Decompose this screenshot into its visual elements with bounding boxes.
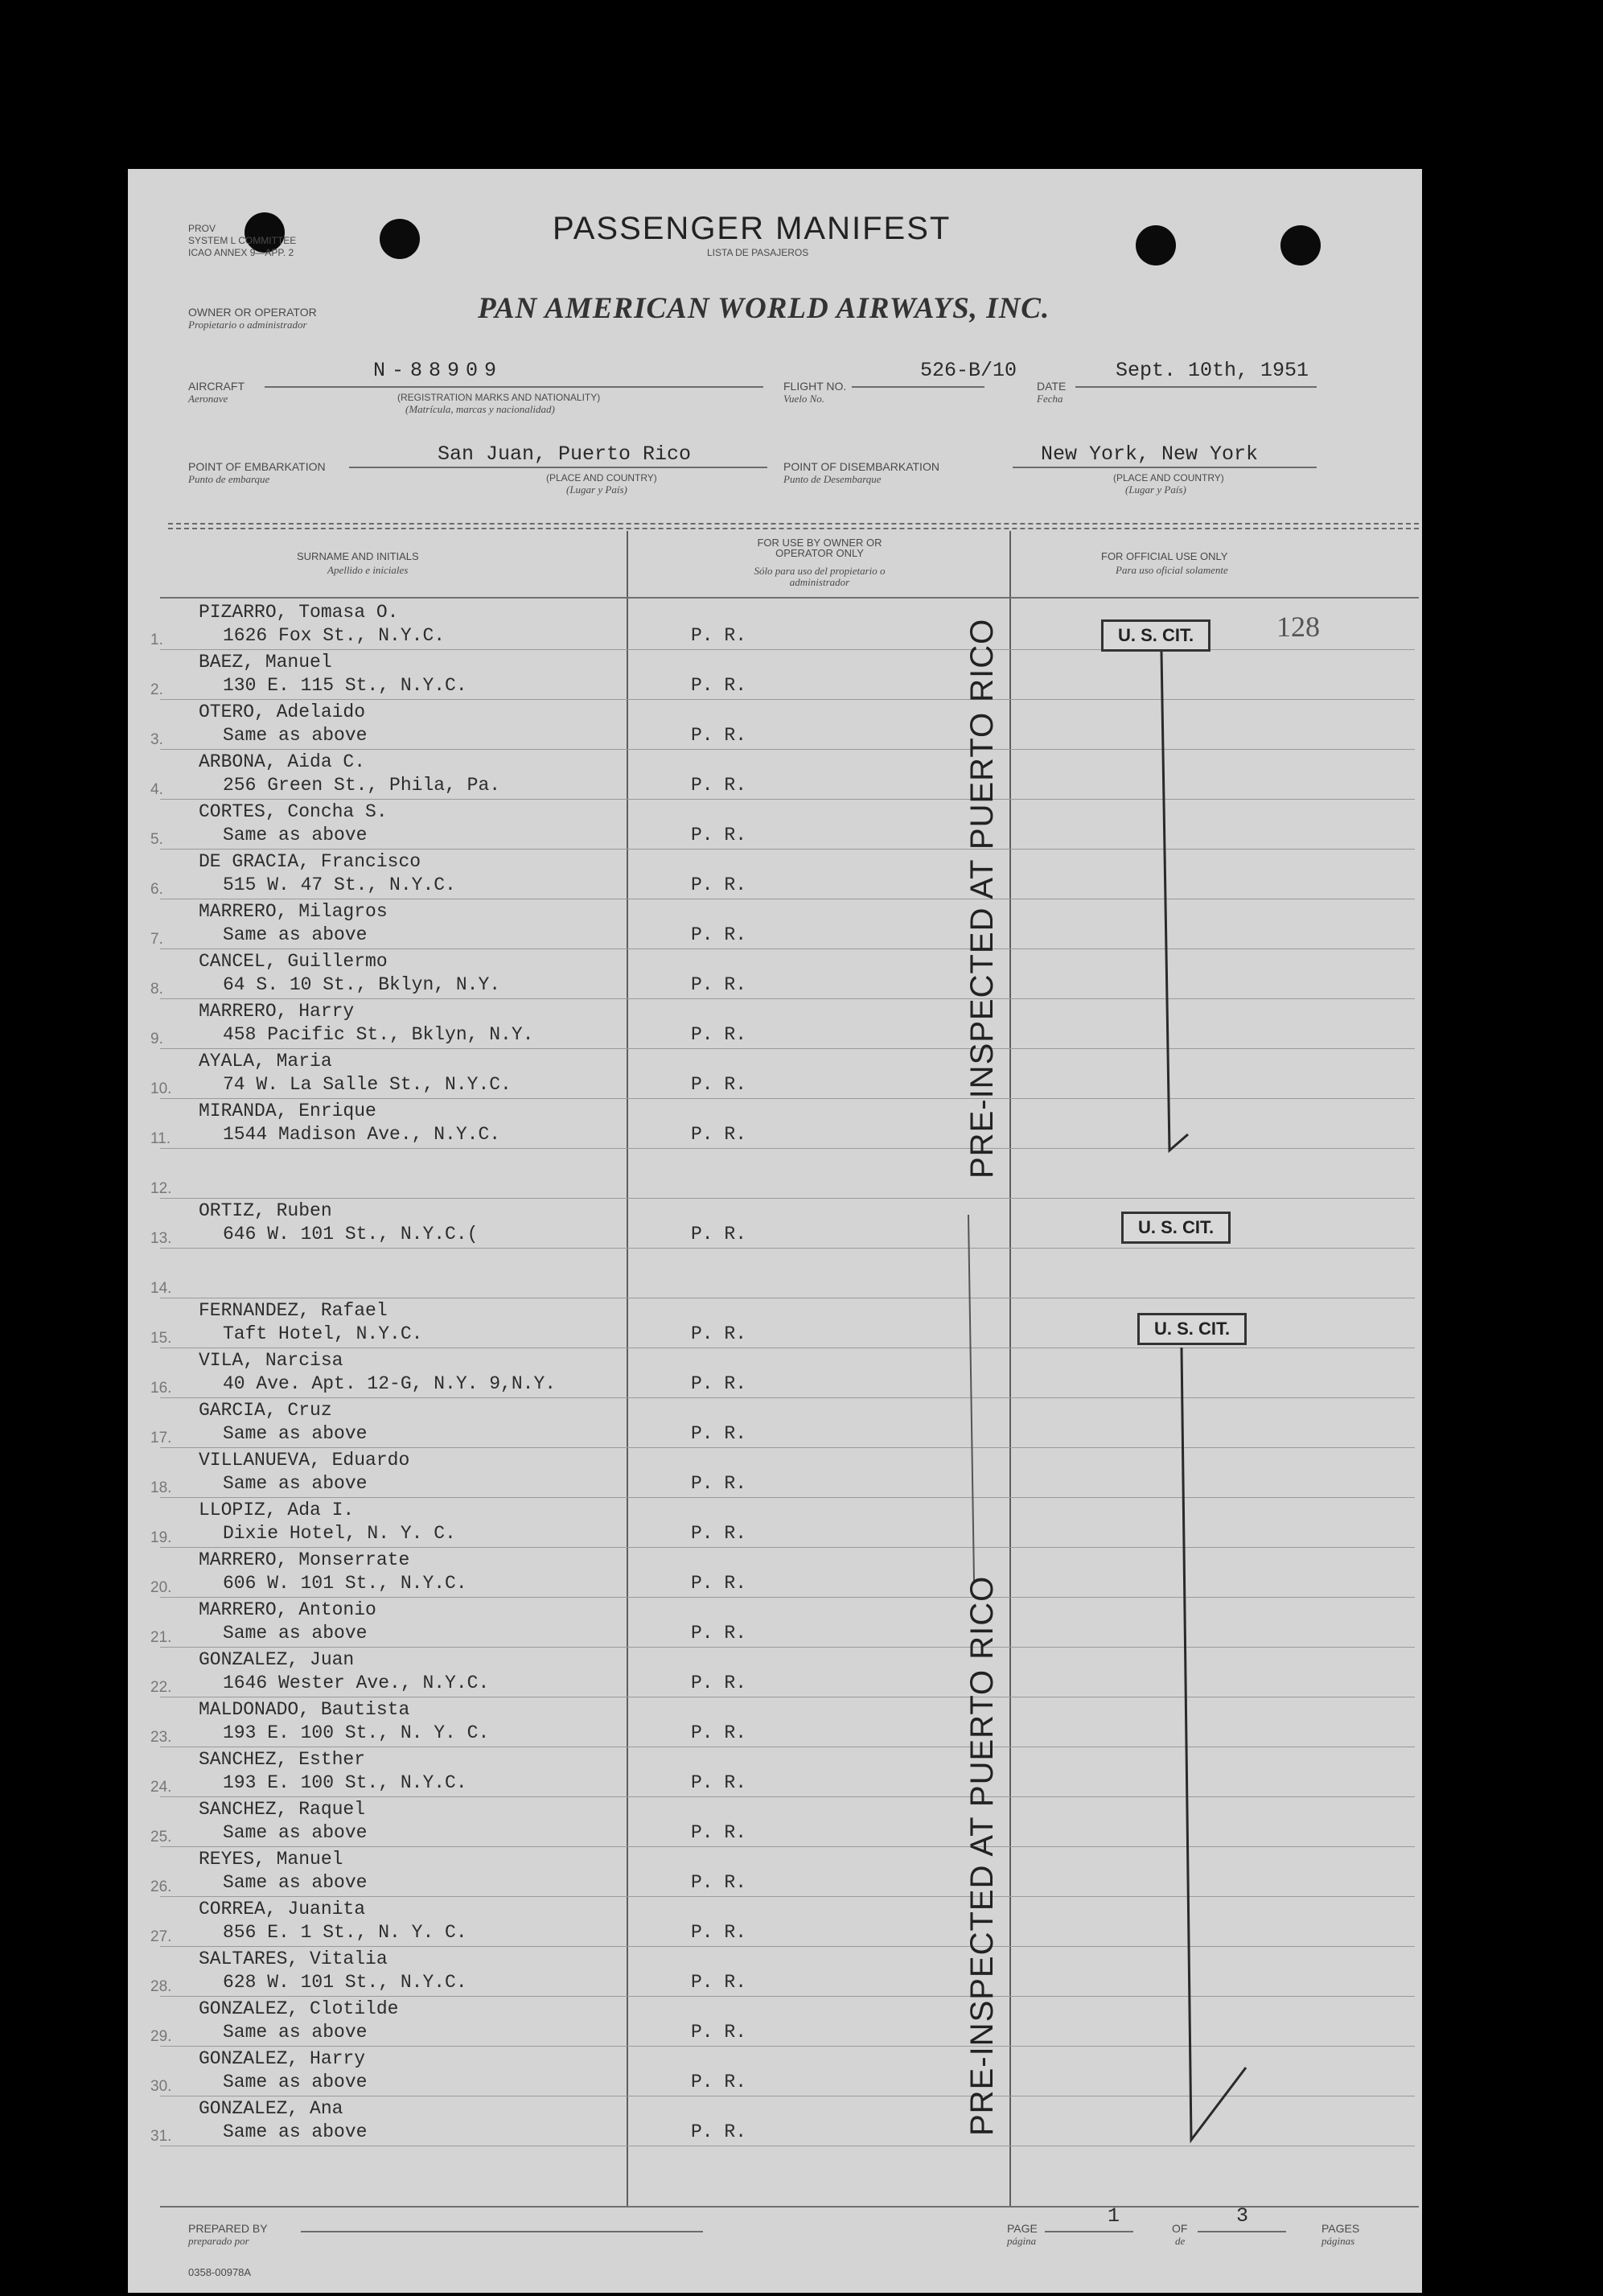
passenger-name: REYES, Manuel (199, 1849, 343, 1870)
prepared-label-es: preparado por (188, 2235, 249, 2247)
official-number: 128 (1276, 611, 1320, 643)
row-number: 13. (150, 1230, 172, 1247)
embark-label: POINT OF EMBARKATION (188, 460, 326, 473)
embark-note-es: (Lugar y País) (566, 483, 627, 496)
operator-use-code: P. R. (691, 775, 747, 796)
passenger-name: ARBONA, Aida C. (199, 751, 366, 772)
pages-label-es: páginas (1321, 2235, 1355, 2247)
col3-header: FOR OFFICIAL USE ONLY (1101, 550, 1228, 562)
disembark-label-es: Punto de Desembarque (783, 473, 882, 485)
operator-use-code: P. R. (691, 1922, 747, 1943)
passenger-name: SANCHEZ, Esther (199, 1749, 366, 1770)
disembark-label: POINT OF DISEMBARKATION (783, 460, 939, 473)
page-title-es: LISTA DE PASAJEROS (707, 247, 809, 258)
row-number: 5. (150, 831, 163, 848)
date-value: Sept. 10th, 1951 (1116, 359, 1309, 382)
disembark-value: New York, New York (1041, 442, 1259, 466)
disembark-note: (PLACE AND COUNTRY) (1113, 472, 1224, 483)
page-value: 1 (1108, 2204, 1120, 2228)
operator-use-code: P. R. (691, 2121, 747, 2142)
passenger-name: LLOPIZ, Ada I. (199, 1500, 355, 1520)
col3-header-es: Para uso oficial solamente (1116, 564, 1228, 576)
passenger-address: 646 W. 101 St., N.Y.C.( (223, 1224, 479, 1245)
pages-label: PAGES (1321, 2222, 1360, 2235)
passenger-address: Same as above (223, 1423, 368, 1444)
passenger-address: 856 E. 1 St., N. Y. C. (223, 1922, 467, 1943)
passenger-address: Same as above (223, 2121, 368, 2142)
bracket-lines (128, 169, 1422, 2293)
col1-header: SURNAME AND INITIALS (297, 550, 419, 562)
passenger-address: Same as above (223, 725, 368, 746)
row-number: 4. (150, 781, 163, 798)
passenger-name: DE GRACIA, Francisco (199, 851, 421, 872)
row-number: 1. (150, 632, 163, 648)
row-number: 10. (150, 1080, 172, 1097)
row-number: 12. (150, 1180, 172, 1197)
manifest-sheet (128, 169, 1422, 2293)
embark-note: (PLACE AND COUNTRY) (546, 472, 657, 483)
passenger-name: ORTIZ, Ruben (199, 1200, 332, 1221)
passenger-name: SALTARES, Vitalia (199, 1948, 388, 1969)
aircraft-label: AIRCRAFT (188, 380, 245, 393)
embark-label-es: Punto de embarque (188, 473, 270, 485)
row-number: 14. (150, 1280, 172, 1297)
passenger-address: 40 Ave. Apt. 12-G, N.Y. 9,N.Y. (223, 1373, 557, 1394)
row-number: 2. (150, 681, 163, 698)
pages-underline (1198, 2231, 1286, 2232)
passenger-name: GONZALEZ, Harry (199, 2048, 366, 2069)
table-footer-line (160, 2206, 1419, 2208)
row-number: 18. (150, 1479, 172, 1496)
date-label: DATE (1037, 380, 1067, 393)
passenger-address: 1626 Fox St., N.Y.C. (223, 625, 446, 646)
passenger-address: 193 E. 100 St., N.Y.C. (223, 1772, 467, 1793)
passenger-address: Same as above (223, 1872, 368, 1893)
embark-value: San Juan, Puerto Rico (438, 442, 692, 466)
flight-value: 526-B/10 (920, 359, 1017, 382)
col1-header-es: Apellido e iniciales (327, 564, 409, 576)
row-number: 29. (150, 2028, 172, 2045)
operator-use-code: P. R. (691, 1623, 747, 1644)
form-code: 0358-00978A (188, 2266, 252, 2278)
passenger-name: SANCHEZ, Raquel (199, 1799, 366, 1820)
passenger-address: 193 E. 100 St., N. Y. C. (223, 1722, 490, 1743)
flight-label: FLIGHT NO. (783, 380, 847, 393)
passenger-address: Same as above (223, 825, 368, 846)
aircraft-note: (REGISTRATION MARKS AND NATIONALITY) (397, 392, 601, 403)
prepared-label: PREPARED BY (188, 2222, 268, 2235)
passenger-name: GONZALEZ, Ana (199, 2098, 343, 2119)
row-number: 24. (150, 1779, 172, 1796)
row-number: 21. (150, 1629, 172, 1646)
passenger-address: 628 W. 101 St., N.Y.C. (223, 1972, 467, 1993)
row-number: 27. (150, 1928, 172, 1945)
passenger-address: Same as above (223, 924, 368, 945)
passenger-name: AYALA, Maria (199, 1051, 332, 1072)
of-label: OF (1172, 2222, 1188, 2235)
operator-use-code: P. R. (691, 625, 747, 646)
passenger-address: Same as above (223, 1473, 368, 1494)
passenger-address: 1544 Madison Ave., N.Y.C. (223, 1124, 501, 1145)
operator-use-code: P. R. (691, 1872, 747, 1893)
passenger-name: CORREA, Juanita (199, 1899, 366, 1920)
form-authority-line: PROV (188, 223, 216, 234)
operator-use-code: P. R. (691, 1772, 747, 1793)
row-number: 22. (150, 1679, 172, 1696)
operator-use-code: P. R. (691, 1972, 747, 1993)
operator-use-code: P. R. (691, 974, 747, 995)
row-number: 23. (150, 1729, 172, 1746)
passenger-address: Same as above (223, 2022, 368, 2043)
col2-header-es: Sólo para uso del propietario o administrador (754, 565, 886, 588)
operator-use-code: P. R. (691, 1573, 747, 1594)
row-number: 6. (150, 881, 163, 898)
passenger-name: MIRANDA, Enrique (199, 1101, 376, 1121)
operator-use-code: P. R. (691, 2072, 747, 2092)
disembark-note-es: (Lugar y País) (1125, 483, 1186, 496)
passenger-name: FERNANDEZ, Rafael (199, 1300, 388, 1321)
passenger-address: Taft Hotel, N.Y.C. (223, 1323, 423, 1344)
operator-use-code: P. R. (691, 1323, 747, 1344)
row-number: 8. (150, 981, 163, 998)
us-citizen-stamp: U. S. CIT. (1137, 1313, 1247, 1345)
passenger-name: VILA, Narcisa (199, 1350, 343, 1371)
passenger-name: PIZARRO, Tomasa O. (199, 602, 399, 623)
passenger-name: MARRERO, Antonio (199, 1599, 376, 1620)
passenger-address: Same as above (223, 2072, 368, 2092)
row-number: 11. (150, 1130, 171, 1147)
row-number: 19. (150, 1529, 172, 1546)
passenger-address: Dixie Hotel, N. Y. C. (223, 1523, 456, 1544)
operator-use-code: P. R. (691, 2022, 747, 2043)
operator-use-code: P. R. (691, 1523, 747, 1544)
page-title: PASSENGER MANIFEST (553, 211, 952, 246)
of-label-es: de (1175, 2235, 1186, 2247)
operator-use-code: P. R. (691, 1673, 747, 1693)
passenger-name: CORTES, Concha S. (199, 801, 388, 822)
operator-use-code: P. R. (691, 1373, 747, 1394)
row-number: 31. (150, 2128, 172, 2145)
operator-use-code: P. R. (691, 1224, 747, 1245)
passenger-name: GONZALEZ, Clotilde (199, 1998, 399, 2019)
passenger-name: BAEZ, Manuel (199, 652, 332, 673)
passenger-name: CANCEL, Guillermo (199, 951, 388, 972)
aircraft-label-es: Aeronave (188, 393, 228, 405)
passenger-address: 458 Pacific St., Bklyn, N.Y. (223, 1024, 534, 1045)
col2-header: FOR USE BY OWNER OR OPERATOR ONLY (757, 537, 882, 559)
row-number: 9. (150, 1031, 163, 1047)
page-label-es: página (1007, 2235, 1037, 2247)
pages-value: 3 (1236, 2204, 1249, 2228)
us-citizen-stamp: U. S. CIT. (1101, 619, 1210, 652)
operator-use-code: P. R. (691, 1722, 747, 1743)
page-underline (1045, 2231, 1133, 2232)
operator-use-code: P. R. (691, 874, 747, 895)
operator-use-code: P. R. (691, 725, 747, 746)
passenger-name: OTERO, Adelaido (199, 702, 366, 722)
owner-value: PAN AMERICAN WORLD AIRWAYS, INC. (478, 292, 1050, 325)
row-number: 26. (150, 1878, 172, 1895)
passenger-address: 64 S. 10 St., Bklyn, N.Y. (223, 974, 501, 995)
preinspected-stamp: PRE-INSPECTED AT PUERTO RICO (964, 618, 1000, 1179)
prepared-underline (301, 2231, 703, 2232)
operator-use-code: P. R. (691, 825, 747, 846)
owner-label-es: Propietario o administrador (188, 319, 307, 331)
preinspected-stamp: PRE-INSPECTED AT PUERTO RICO (964, 1575, 1000, 2136)
row-number: 3. (150, 731, 163, 748)
flight-label-es: Vuelo No. (783, 393, 825, 405)
operator-use-code: P. R. (691, 1423, 747, 1444)
us-citizen-stamp: U. S. CIT. (1121, 1212, 1231, 1244)
aircraft-value: N-88909 (373, 359, 504, 382)
row-number: 30. (150, 2078, 172, 2095)
row-number: 25. (150, 1829, 172, 1845)
passenger-address: 74 W. La Salle St., N.Y.C. (223, 1074, 512, 1095)
passenger-address: 130 E. 115 St., N.Y.C. (223, 675, 467, 696)
passenger-name: VILLANUEVA, Eduardo (199, 1450, 410, 1471)
row-number: 16. (150, 1380, 172, 1397)
operator-use-code: P. R. (691, 1124, 747, 1145)
passenger-name: MARRERO, Milagros (199, 901, 388, 922)
passenger-address: Same as above (223, 1822, 368, 1843)
passenger-address: 1646 Wester Ave., N.Y.C. (223, 1673, 490, 1693)
passenger-address: 606 W. 101 St., N.Y.C. (223, 1573, 467, 1594)
passenger-name: MARRERO, Monserrate (199, 1549, 410, 1570)
row-number: 17. (150, 1430, 172, 1446)
passenger-name: GARCIA, Cruz (199, 1400, 332, 1421)
passenger-name: GONZALEZ, Juan (199, 1649, 355, 1670)
date-label-es: Fecha (1037, 393, 1063, 405)
row-number: 15. (150, 1330, 172, 1347)
row-number: 7. (150, 931, 163, 948)
operator-use-code: P. R. (691, 1024, 747, 1045)
operator-use-code: P. R. (691, 1473, 747, 1494)
operator-use-code: P. R. (691, 675, 747, 696)
passenger-address: 515 W. 47 St., N.Y.C. (223, 874, 456, 895)
passenger-address: 256 Green St., Phila, Pa. (223, 775, 501, 796)
aircraft-note-es: (Matrícula, marcas y nacionalidad) (405, 403, 555, 415)
operator-use-code: P. R. (691, 924, 747, 945)
passenger-name: MARRERO, Harry (199, 1001, 355, 1022)
form-authority-line: ICAO ANNEX 9—APP. 2 (188, 247, 294, 258)
passenger-address: Same as above (223, 1623, 368, 1644)
operator-use-code: P. R. (691, 1822, 747, 1843)
page-label: PAGE (1007, 2222, 1038, 2235)
passenger-name: MALDONADO, Bautista (199, 1699, 410, 1720)
row-number: 20. (150, 1579, 172, 1596)
owner-label: OWNER OR OPERATOR (188, 306, 317, 319)
row-number: 28. (150, 1978, 172, 1995)
form-authority-line: SYSTEM L COMMITTEE (188, 235, 297, 246)
operator-use-code: P. R. (691, 1074, 747, 1095)
